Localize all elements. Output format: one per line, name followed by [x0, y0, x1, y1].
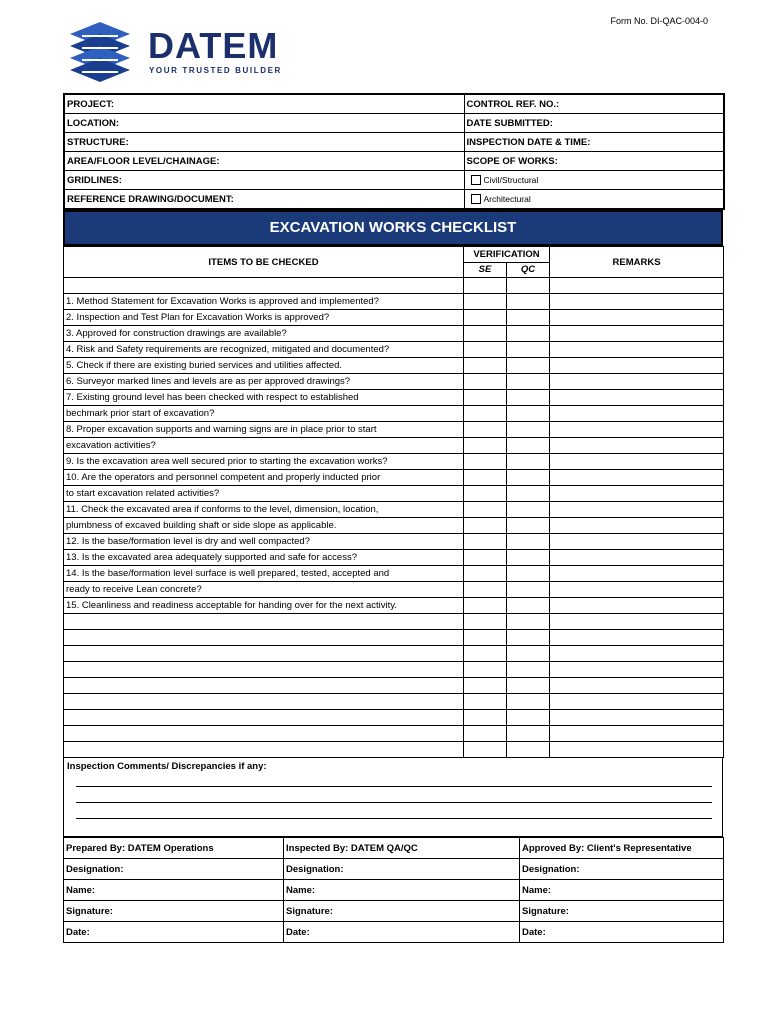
checklist-item-text	[64, 662, 464, 678]
remarks-cell[interactable]	[550, 470, 724, 486]
checklist-row	[64, 598, 724, 614]
checklist-item-text	[64, 726, 464, 742]
checklist-item-text	[64, 630, 464, 646]
checklist-row	[64, 662, 724, 678]
form-number: Form No. DI-QAC-004-0	[610, 16, 708, 26]
se-check-cell[interactable]	[464, 326, 507, 342]
qc-check-cell[interactable]	[507, 726, 550, 742]
qc-check-cell[interactable]	[507, 454, 550, 470]
qc-check-cell[interactable]	[507, 598, 550, 614]
remarks-cell[interactable]	[550, 310, 724, 326]
remarks-cell[interactable]	[550, 422, 724, 438]
qc-check-cell[interactable]	[507, 518, 550, 534]
project-field[interactable]: PROJECT:	[64, 94, 464, 114]
se-check-cell[interactable]	[464, 582, 507, 598]
checklist-row	[64, 278, 724, 294]
se-check-cell[interactable]	[464, 694, 507, 710]
checklist-item-text: 4. Risk and Safety requirements are recognized, mitigated and documented?	[64, 342, 464, 358]
location-field[interactable]: LOCATION:	[64, 114, 464, 133]
reference-field[interactable]: REFERENCE DRAWING/DOCUMENT:	[64, 190, 464, 210]
checklist-table	[63, 246, 724, 758]
remarks-cell[interactable]	[550, 726, 724, 742]
approved-by: Approved By: Client's Representative	[520, 838, 724, 859]
checklist-item-text	[64, 694, 464, 710]
remarks-cell[interactable]	[550, 662, 724, 678]
qc-check-cell[interactable]	[507, 694, 550, 710]
remarks-cell[interactable]	[550, 582, 724, 598]
checklist-row	[64, 374, 724, 390]
qc-check-cell[interactable]	[507, 390, 550, 406]
remarks-cell[interactable]	[550, 630, 724, 646]
checklist-item-text: 3. Approved for construction drawings are available?	[64, 326, 464, 342]
qc-column-header: QC	[507, 262, 550, 278]
inspected-designation[interactable]: Designation:	[284, 859, 520, 880]
checklist-row	[64, 422, 724, 438]
qc-check-cell[interactable]	[507, 470, 550, 486]
checklist-row	[64, 550, 724, 566]
remarks-cell[interactable]	[550, 358, 724, 374]
se-check-cell[interactable]	[464, 646, 507, 662]
inspected-by: Inspected By: DATEM QA/QC	[284, 838, 520, 859]
checklist-item-text: ready to receive Lean concrete?	[64, 582, 464, 598]
signoff-table	[63, 837, 724, 943]
checklist-item-text: 2. Inspection and Test Plan for Excavation Works is approved?	[64, 310, 464, 326]
checklist-item-text	[64, 742, 464, 758]
qc-check-cell[interactable]	[507, 374, 550, 390]
checklist-item-text: 12. Is the base/formation level is dry and well compacted?	[64, 534, 464, 550]
checklist-title: EXCAVATION WORKS CHECKLIST	[63, 210, 723, 246]
qc-check-cell[interactable]	[507, 534, 550, 550]
se-check-cell[interactable]	[464, 470, 507, 486]
checklist-item-text: 10. Are the operators and personnel competent and properly inducted prior	[64, 470, 464, 486]
remarks-cell[interactable]	[550, 614, 724, 630]
comment-line[interactable]	[76, 802, 712, 803]
checklist-row	[64, 630, 724, 646]
se-check-cell[interactable]	[464, 438, 507, 454]
qc-check-cell[interactable]	[507, 438, 550, 454]
checklist-row	[64, 678, 724, 694]
checklist-item-text: 6. Surveyor marked lines and levels are as per approved drawings?	[64, 374, 464, 390]
checklist-row	[64, 470, 724, 486]
qc-check-cell[interactable]	[507, 342, 550, 358]
se-check-cell[interactable]	[464, 294, 507, 310]
checklist-row	[64, 326, 724, 342]
checklist-row	[64, 726, 724, 742]
checklist-item-text	[64, 278, 464, 294]
se-check-cell[interactable]	[464, 710, 507, 726]
prepared-by: Prepared By: DATEM Operations	[64, 838, 284, 859]
qc-check-cell[interactable]	[507, 310, 550, 326]
se-check-cell[interactable]	[464, 422, 507, 438]
checklist-row	[64, 710, 724, 726]
remarks-cell[interactable]	[550, 518, 724, 534]
checklist-row	[64, 294, 724, 310]
checklist-row	[64, 582, 724, 598]
header-table	[63, 93, 725, 210]
checklist-row	[64, 454, 724, 470]
checklist-item-text: 8. Proper excavation supports and warning signs are in place prior to start	[64, 422, 464, 438]
checklist-row	[64, 518, 724, 534]
qc-check-cell[interactable]	[507, 278, 550, 294]
comments-label: Inspection Comments/ Discrepancies if any:	[67, 761, 267, 772]
checklist-item-text	[64, 710, 464, 726]
checklist-row	[64, 310, 724, 326]
remarks-cell[interactable]	[550, 294, 724, 310]
checklist-item-text: bechmark prior start of excavation?	[64, 406, 464, 422]
area-field[interactable]: AREA/FLOOR LEVEL/CHAINAGE:	[64, 152, 464, 171]
se-check-cell[interactable]	[464, 278, 507, 294]
checkbox-architectural[interactable]	[471, 194, 481, 204]
checklist-row	[64, 534, 724, 550]
gridlines-field[interactable]: GRIDLINES:	[64, 171, 464, 190]
checklist-item-text: excavation activities?	[64, 438, 464, 454]
se-check-cell[interactable]	[464, 374, 507, 390]
remarks-cell[interactable]	[550, 694, 724, 710]
approved-name[interactable]: Name:	[520, 880, 724, 901]
checklist-item-text: 13. Is the excavated area adequately supported and safe for access?	[64, 550, 464, 566]
remarks-cell[interactable]	[550, 454, 724, 470]
checklist-item-text: to start excavation related activities?	[64, 486, 464, 502]
se-column-header: SE	[464, 262, 507, 278]
checklist-item-text: 1. Method Statement for Excavation Works is approved and implemented?	[64, 294, 464, 310]
checklist-row	[64, 646, 724, 662]
checklist-item-text: 9. Is the excavation area well secured prior to starting the excavation works?	[64, 454, 464, 470]
remarks-cell[interactable]	[550, 342, 724, 358]
remarks-column-header: REMARKS	[550, 247, 724, 278]
approved-date[interactable]: Date:	[520, 922, 724, 943]
checklist-row	[64, 358, 724, 374]
checklist-item-text: 15. Cleanliness and readiness acceptable for handing over for the next activity.	[64, 598, 464, 614]
items-column-header: ITEMS TO BE CHECKED	[64, 247, 464, 278]
approved-signature[interactable]: Signature:	[520, 901, 724, 922]
se-check-cell[interactable]	[464, 630, 507, 646]
qc-check-cell[interactable]	[507, 406, 550, 422]
scope-option-civil[interactable]	[464, 171, 724, 190]
se-check-cell[interactable]	[464, 598, 507, 614]
se-check-cell[interactable]	[464, 662, 507, 678]
qc-check-cell[interactable]	[507, 630, 550, 646]
remarks-cell[interactable]	[550, 566, 724, 582]
se-check-cell[interactable]	[464, 550, 507, 566]
checklist-item-text: 7. Existing ground level has been checked with respect to established	[64, 390, 464, 406]
scope-option-arch[interactable]	[464, 190, 724, 210]
civil-label: Civil/Structural	[483, 174, 539, 185]
structure-field[interactable]: STRUCTURE:	[64, 133, 464, 152]
prepared-signature[interactable]: Signature:	[64, 901, 284, 922]
checklist-row	[64, 502, 724, 518]
qc-check-cell[interactable]	[507, 422, 550, 438]
qc-check-cell[interactable]	[507, 678, 550, 694]
date-submitted-field[interactable]: DATE SUBMITTED:	[464, 114, 724, 133]
qc-check-cell[interactable]	[507, 326, 550, 342]
logo-name: DATEM	[148, 25, 279, 66]
se-check-cell[interactable]	[464, 486, 507, 502]
qc-check-cell[interactable]	[507, 662, 550, 678]
qc-check-cell[interactable]	[507, 710, 550, 726]
checklist-item-text: 11. Check the excavated area if conforms to the level, dimension, location,	[64, 502, 464, 518]
checklist-item-text	[64, 614, 464, 630]
qc-check-cell[interactable]	[507, 502, 550, 518]
comment-line[interactable]	[76, 786, 712, 787]
logo-tagline: YOUR TRUSTED BUILDER	[149, 66, 282, 75]
qc-check-cell[interactable]	[507, 294, 550, 310]
se-check-cell[interactable]	[464, 406, 507, 422]
remarks-cell[interactable]	[550, 550, 724, 566]
remarks-cell[interactable]	[550, 374, 724, 390]
checklist-item-text	[64, 678, 464, 694]
prepared-date[interactable]: Date:	[64, 922, 284, 943]
se-check-cell[interactable]	[464, 678, 507, 694]
qc-check-cell[interactable]	[507, 486, 550, 502]
remarks-cell[interactable]	[550, 646, 724, 662]
se-check-cell[interactable]	[464, 742, 507, 758]
checklist-row	[64, 438, 724, 454]
se-check-cell[interactable]	[464, 358, 507, 374]
company-logo	[68, 22, 298, 82]
inspected-date[interactable]: Date:	[284, 922, 520, 943]
inspected-name[interactable]: Name:	[284, 880, 520, 901]
checklist-row	[64, 742, 724, 758]
remarks-cell[interactable]	[550, 742, 724, 758]
checklist-sheet	[63, 93, 723, 943]
datem-logo-icon	[68, 22, 132, 82]
verification-header: VERIFICATION	[464, 247, 550, 263]
remarks-cell[interactable]	[550, 710, 724, 726]
remarks-cell[interactable]	[550, 534, 724, 550]
se-check-cell[interactable]	[464, 614, 507, 630]
inspection-date-field[interactable]: INSPECTION DATE & TIME:	[464, 133, 724, 152]
prepared-designation[interactable]: Designation:	[64, 859, 284, 880]
qc-check-cell[interactable]	[507, 358, 550, 374]
remarks-cell[interactable]	[550, 486, 724, 502]
qc-check-cell[interactable]	[507, 614, 550, 630]
qc-check-cell[interactable]	[507, 582, 550, 598]
checklist-row	[64, 406, 724, 422]
checkbox-civil[interactable]	[471, 175, 481, 185]
checklist-item-text	[64, 646, 464, 662]
qc-check-cell[interactable]	[507, 550, 550, 566]
remarks-cell[interactable]	[550, 278, 724, 294]
se-check-cell[interactable]	[464, 566, 507, 582]
qc-check-cell[interactable]	[507, 646, 550, 662]
qc-check-cell[interactable]	[507, 742, 550, 758]
inspection-comments[interactable]	[63, 758, 723, 837]
comment-line[interactable]	[76, 818, 712, 819]
architectural-label: Architectural	[483, 193, 531, 204]
checklist-row	[64, 390, 724, 406]
se-check-cell[interactable]	[464, 310, 507, 326]
se-check-cell[interactable]	[464, 342, 507, 358]
checklist-row	[64, 694, 724, 710]
checklist-row	[64, 342, 724, 358]
remarks-cell[interactable]	[550, 438, 724, 454]
control-ref-field[interactable]: CONTROL REF. NO.:	[464, 94, 724, 114]
checklist-item-text: 14. Is the base/formation level surface is well prepared, tested, accepted and	[64, 566, 464, 582]
checklist-item-text: plumbness of excaved building shaft or side slope as applicable.	[64, 518, 464, 534]
remarks-cell[interactable]	[550, 598, 724, 614]
inspected-signature[interactable]: Signature:	[284, 901, 520, 922]
remarks-cell[interactable]	[550, 406, 724, 422]
se-check-cell[interactable]	[464, 454, 507, 470]
checklist-row	[64, 566, 724, 582]
checklist-item-text: 5. Check if there are existing buried services and utilities affected.	[64, 358, 464, 374]
se-check-cell[interactable]	[464, 518, 507, 534]
remarks-cell[interactable]	[550, 326, 724, 342]
se-check-cell[interactable]	[464, 502, 507, 518]
se-check-cell[interactable]	[464, 726, 507, 742]
prepared-name[interactable]: Name:	[64, 880, 284, 901]
approved-designation[interactable]: Designation:	[520, 859, 724, 880]
remarks-cell[interactable]	[550, 390, 724, 406]
se-check-cell[interactable]	[464, 390, 507, 406]
se-check-cell[interactable]	[464, 534, 507, 550]
checklist-items	[64, 278, 724, 758]
remarks-cell[interactable]	[550, 502, 724, 518]
qc-check-cell[interactable]	[507, 566, 550, 582]
scope-label: SCOPE OF WORKS:	[464, 152, 724, 171]
checklist-row	[64, 486, 724, 502]
checklist-row	[64, 614, 724, 630]
remarks-cell[interactable]	[550, 678, 724, 694]
